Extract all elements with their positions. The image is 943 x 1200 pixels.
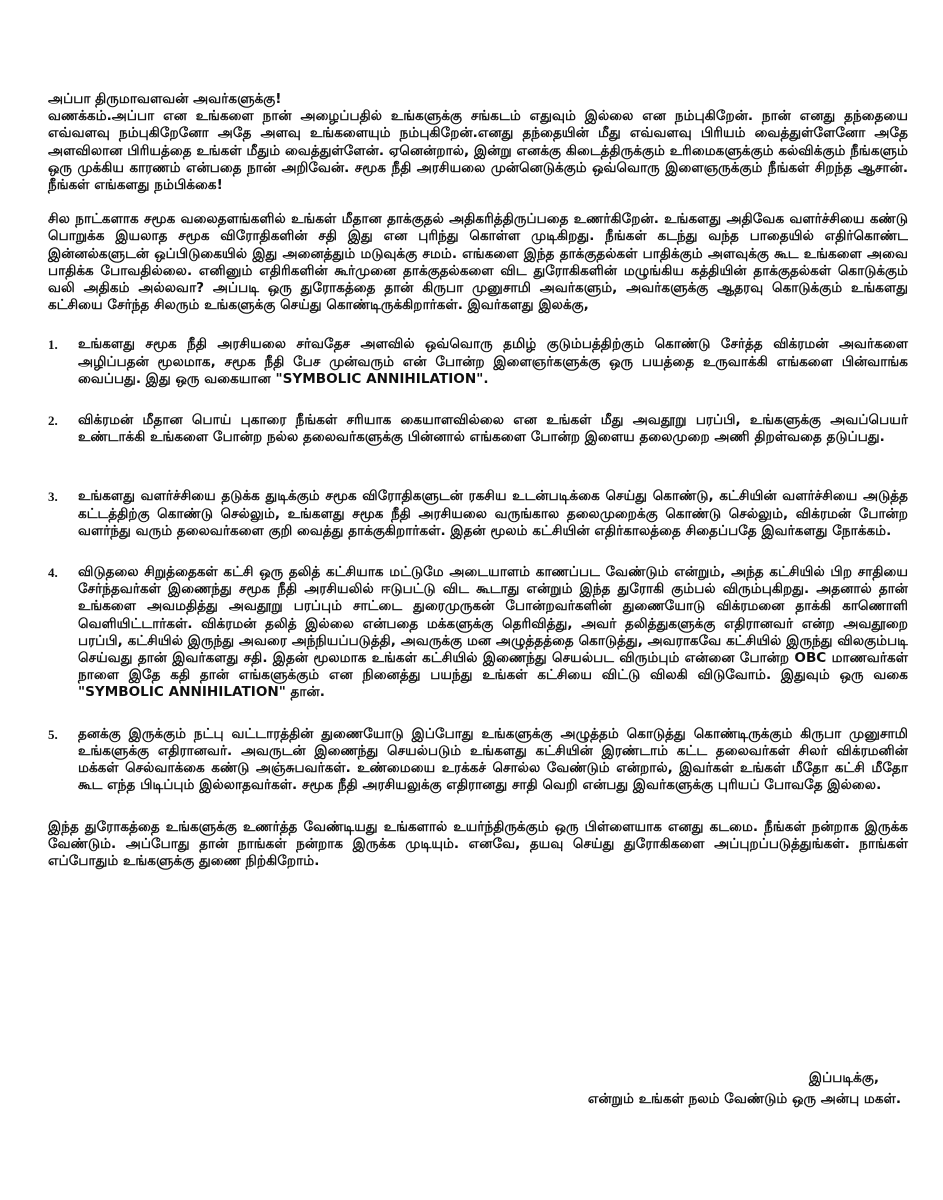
list-item	[48, 726, 908, 795]
list-item	[48, 412, 908, 446]
list-text: உங்களது சமூக நீதி அரசியலை சர்வதேச அளவில் ஒவ்வொரு தமிழ் குடும்பத்திற்கும் கொண்டு சேர்த்த விக்ரமன் அவர்களை அழிப்பதன் மூலமாக, சமூக நீதி பேச முன்வரும் என் போன்ற இளைஞர்களுக்கு ஒரு பயத்தை உருவாக்கி எங்களை பின்வாங்க வைப்பது. இது ஒரு வகையான "SYMBOLIC ANNIHILATION".	[78, 336, 908, 387]
paragraph-2: சில நாட்களாக சமூக வலைதளங்களில் உங்கள் மீதான தாக்குதல் அதிகரித்திருப்பதை உணர்கிறேன். உங்களது அதிவேக வளர்ச்சியை கண்டு பொறுக்க இயலாத சமூக விரோதிகளின் சதி இது என புரிந்து கொள்ள முடிகிறது. நீங்கள் கடந்து வந்த பாதையில் எதிர்கொண்ட இன்னல்களுடன் ஒப்பிடுகையில் இது அனைத்தும் மடுவுக்கு சமம். எங்களை இந்த தாக்குதல்கள் பாதிக்கும் அளவுக்கு கூட உங்களை அவை பாதிக்க போவதில்லை. எனினும் எதிரிகளின் கூர்முனை தாக்குதல்களை விட துரோகிகளின் மழுங்கிய கத்தியின் தாக்குதல்கள் கொடுக்கும் வலி அதிகம் அல்லவா? அப்படி ஒரு துரோகத்தை தான் கிருபா முனுசாமி அவர்களும், அவர்களுக்கு ஆதரவு கொடுக்கும் உங்களது கட்சியை சேர்ந்த சிலரும் உங்களுக்கு செய்து கொண்டிருக்கிறார்கள். இவர்களது இலக்கு,	[48, 211, 908, 314]
list-text: உங்களது வளர்ச்சியை தடுக்க துடிக்கும் சமூக விரோதிகளுடன் ரகசிய உடன்படிக்கை செய்து கொண்டு, கட்சியின் வளர்ச்சியை அடுத்த கட்டத்திற்கு கொண்டு செல்லும், உங்களது சமூக நீதி அரசியலை வருங்கால தலைமுறைக்கு கொண்டு செல்லும், விக்ரமன் போன்ற வளர்ந்து வரும் தலைவர்களை குறி வைத்து தாக்குகிறார்கள். இதன் மூலம் கட்சியின் எதிர்காலத்தை சிதைப்பதே இவர்களது நோக்கம்.	[78, 488, 908, 539]
list-number: 5.	[48, 726, 58, 742]
closing-greeting: இப்படிக்கு,	[808, 1070, 879, 1086]
salutation: அப்பா திருமாவளவன் அவர்களுக்கு!	[48, 91, 282, 107]
numbered-list	[48, 336, 908, 794]
letter-body	[48, 91, 908, 887]
list-text: விக்ரமன் மீதான பொய் புகாரை நீங்கள் சரியாக கையாளவில்லை என உங்கள் மீது அவதூறு பரப்பி, உங்களுக்கு அவப்பெயர் உண்டாக்கி உங்களை போன்ற நல்ல தலைவர்களுக்கு பின்னால் எங்களை போன்ற இளைய தலைமுறை அணி திறள்வதை தடுப்பது.	[78, 412, 908, 446]
closing-block	[588, 1070, 901, 1112]
final-paragraph: இந்த துரோகத்தை உங்களுக்கு உணர்த்த வேண்டியது உங்களால் உயர்ந்திருக்கும் ஒரு பிள்ளையாக எனது கடமை. நீங்கள் நன்றாக இருக்க வேண்டும். அப்போது தான் நாங்கள் நன்றாக இருக்க முடியும். எனவே, தயவு செய்து துரோகிகளை அப்புறப்படுத்துங்கள். நாங்கள் எப்போதும் உங்களுக்கு துணை நிற்கிறோம்.	[48, 818, 908, 869]
list-number: 3.	[48, 489, 58, 505]
closing-signature: என்றும் உங்கள் நலம் வேண்டும் ஒரு அன்பு மகள்.	[587, 1091, 901, 1108]
list-number: 1.	[48, 337, 58, 353]
list-item	[48, 564, 908, 702]
list-number: 2.	[48, 413, 58, 429]
list-number: 4.	[48, 565, 58, 581]
list-text: தனக்கு இருக்கும் நட்பு வட்டாரத்தின் துணையோடு இப்போது உங்களுக்கு அழுத்தம் கொடுத்து கொண்டிருக்கும் கிருபா முனுசாமி உங்களுக்கு எதிரானவர். அவருடன் இணைந்து செயல்படும் உங்களது கட்சியின் இரண்டாம் கட்ட தலைவர்கள் சிலர் விக்ரமனின் மக்கள் செல்வாக்கை கண்டு அஞ்சுபவர்கள். உண்மையை உரக்கச் சொல்ல வேண்டும் என்றால், இவர்கள் உங்கள் மீதோ கட்சி மீதோ கூட எந்த பிடிப்பும் இல்லாதவர்கள். சமூக நீதி அரசியலுக்கு எதிரானது சாதி வெறி என்பது இவர்களுக்கு புரியப் போவதே இல்லை.	[78, 725, 908, 794]
list-text: விடுதலை சிறுத்தைகள் கட்சி ஒரு தலித் கட்சியாக மட்டுமே அடையாளம் காணப்பட வேண்டும் என்றும், அந்த கட்சியில் பிற சாதியை சேர்ந்தவர்கள் இணைந்து சமூக நீதி அரசியலில் ஈடுபட்டு விட கூடாது என்றும் இந்த துரோகி கும்பல் விரும்புகிறது. அதனால் தான் உங்களை அவமதித்து அவதூறு பரப்பும் சாட்டை துரைமுருகன் போன்றவர்களின் துணையோடு விக்ரமனை தாக்கி காணொளி வெளியிட்டார்கள். விக்ரமன் தலித் இல்லை என்பதை மக்களுக்கு தெரிவித்து, அவர் தலித்துகளுக்கு எதிரானவர் என்ற அவதூறை பரப்பி, கட்சியில் இருந்து அவரை அந்நியப்படுத்தி, அவருக்கு மன அழுத்தத்தை கொடுத்து, அவராகவே கட்சியில் இருந்து விலகும்படி செய்வது தான் இவர்களது சதி. இதன் மூலமாக உங்கள் கட்சியில் இணைந்து செயல்பட விரும்பும் என்னை போன்ற OBC மாணவர்கள் நாளை இதே கதி தான் எங்களுக்கும் என நினைத்து பயந்து உங்கள் கட்சியை விட்டு விலகி விடுவோம். இதுவும் ஒரு வகை "SYMBOLIC ANNIHILATION" தான்.	[78, 564, 908, 701]
paragraph-1: வணக்கம்.அப்பா என உங்களை நான் அழைப்பதில் உங்களுக்கு சங்கடம் எதுவும் இல்லை என நம்புகிறேன். நான் எனது தந்தையை எவ்வளவு நம்புகிறேனோ அதே அளவு உங்களையும் நம்புகிறேன்.எனது தந்தையின் மீது எவ்வளவு பிரியம் வைத்துள்ளேனோ அதே அளவிலான பிரியத்தை உங்கள் மீதும் வைத்துள்ளேன். ஏனென்றால், இன்று எனக்கு கிடைத்திருக்கும் உரிமைகளுக்கும் கல்விக்கும் நீங்களும் ஒரு முக்கிய காரணம் என்பதை நான் அறிவேன். சமூக நீதி அரசியலை முன்னெடுக்கும் ஒவ்வொரு இளைஞருக்கும் நீங்கள் சிறந்த ஆசான். நீங்கள் எங்களது நம்பிக்கை!	[48, 108, 908, 194]
list-item	[48, 336, 908, 388]
list-item	[48, 488, 908, 540]
